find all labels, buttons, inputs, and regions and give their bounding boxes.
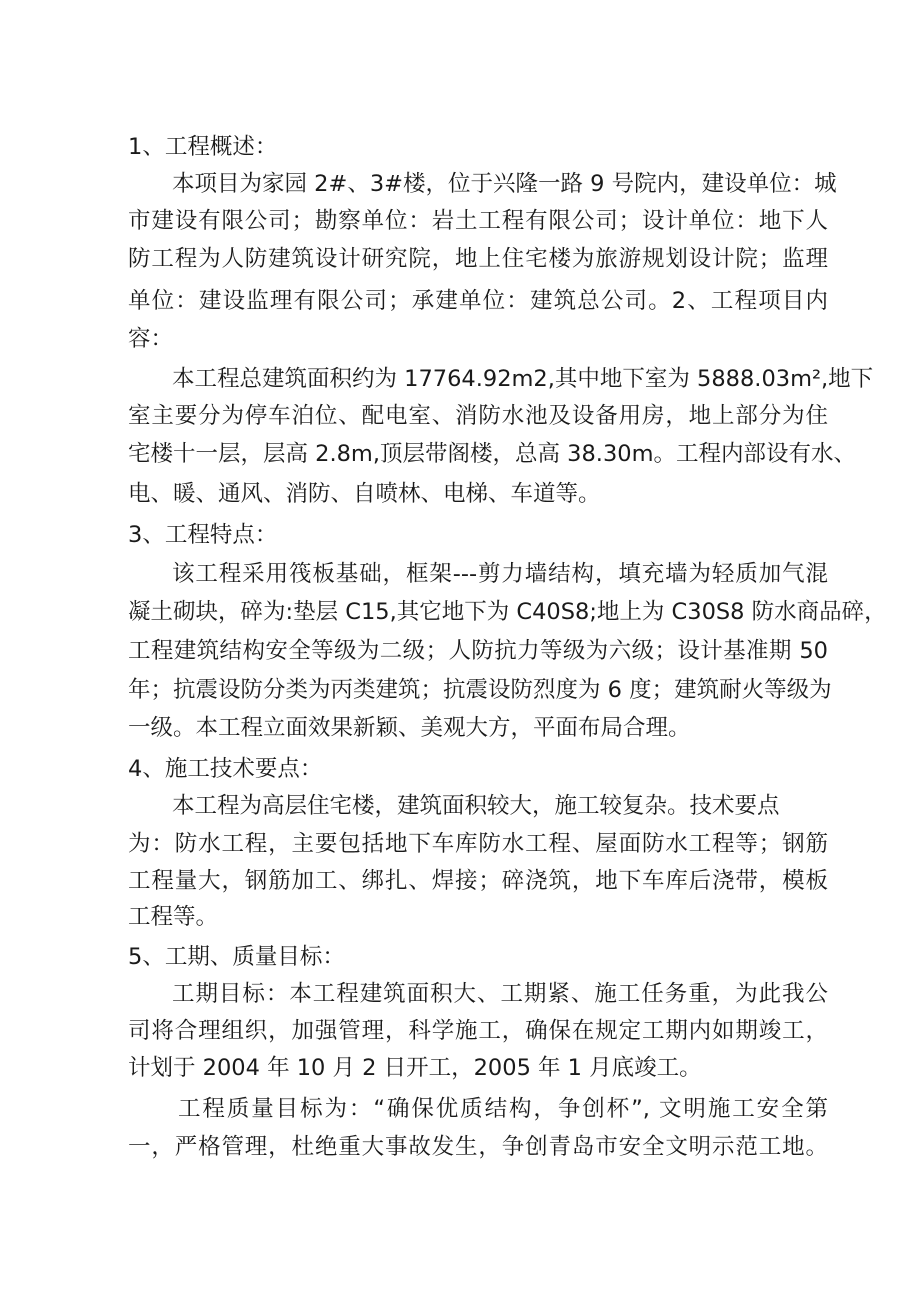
paragraph-line: 一，严格管理，杜绝重大事故发生，争创青岛市安全文明示范工地。: [128, 1134, 828, 1160]
paragraph-line: 为：防水工程，主要包括地下车库防水工程、屋面防水工程等；钢筋: [128, 831, 828, 857]
section-heading-5: 5、工期、质量目标：: [128, 944, 345, 970]
paragraph-line: 工程等。: [128, 904, 219, 930]
paragraph-line: 工期目标：本工程建筑面积大、工期紧、施工任务重，为此我公: [172, 981, 828, 1007]
paragraph-line: 室主要分为停车泊位、配电室、消防水池及设备用房，地上部分为住: [128, 403, 828, 429]
paragraph-line: 宅楼十一层，层高 2.8m,顶层带阁楼，总高 38.30m。工程内部设有水、: [128, 441, 856, 467]
paragraph-line: 单位：建设监理有限公司；承建单位：建筑总公司。2、工程项目内: [128, 288, 828, 314]
paragraph-line: 电、暖、通风、消防、自喷林、电梯、车道等。: [128, 481, 601, 507]
paragraph-line: 本工程总建筑面积约为 17764.92m2,其中地下室为 5888.03m²,地下: [172, 366, 874, 392]
paragraph-line: 本工程为高层住宅楼，建筑面积较大，施工较复杂。技术要点: [172, 793, 780, 819]
section-heading-4: 4、施工技术要点：: [128, 756, 323, 782]
paragraph-line: 防工程为人防建筑设计研究院，地上住宅楼为旅游规划设计院；监理: [128, 246, 828, 272]
paragraph-line: 本项目为家园 2#、3#楼，位于兴隆一路 9 号院内，建设单位：城: [172, 171, 837, 197]
paragraph-line: 一级。本工程立面效果新颖、美观大方，平面布局合理。: [128, 715, 691, 741]
paragraph-line: 该工程采用筏板基础，框架---剪力墙结构，填充墙为轻质加气混: [172, 561, 828, 587]
paragraph-line: 工程质量目标为：“确保优质结构，争创杯”, 文明施工安全第: [178, 1096, 828, 1122]
section-heading-1: 1、工程概述：: [128, 134, 278, 160]
section-heading-2-end: 容：: [128, 326, 174, 352]
paragraph-line: 工程量大，钢筋加工、绑扎、焊接；碎浇筑，地下车库后浇带，模板: [128, 868, 828, 894]
section-heading-3: 3、工程特点：: [128, 522, 278, 548]
paragraph-line: 司将合理组织，加强管理，科学施工，确保在规定工期内如期竣工，: [128, 1018, 828, 1044]
paragraph-line: 市建设有限公司；勘察单位：岩土工程有限公司；设计单位：地下人: [128, 208, 828, 234]
paragraph-line: 计划于 2004 年 10 月 2 日开工，2005 年 1 月底竣工。: [128, 1055, 702, 1081]
paragraph-line: 年；抗震设防分类为丙类建筑；抗震设防烈度为 6 度；建筑耐火等级为: [128, 677, 832, 703]
paragraph-line: 工程建筑结构安全等级为二级；人防抗力等级为六级；设计基准期 50: [128, 638, 828, 664]
paragraph-line: 凝土砌块，碎为:垫层 C15,其它地下为 C40S8;地上为 C30S8 防水商品碎，: [128, 599, 887, 625]
